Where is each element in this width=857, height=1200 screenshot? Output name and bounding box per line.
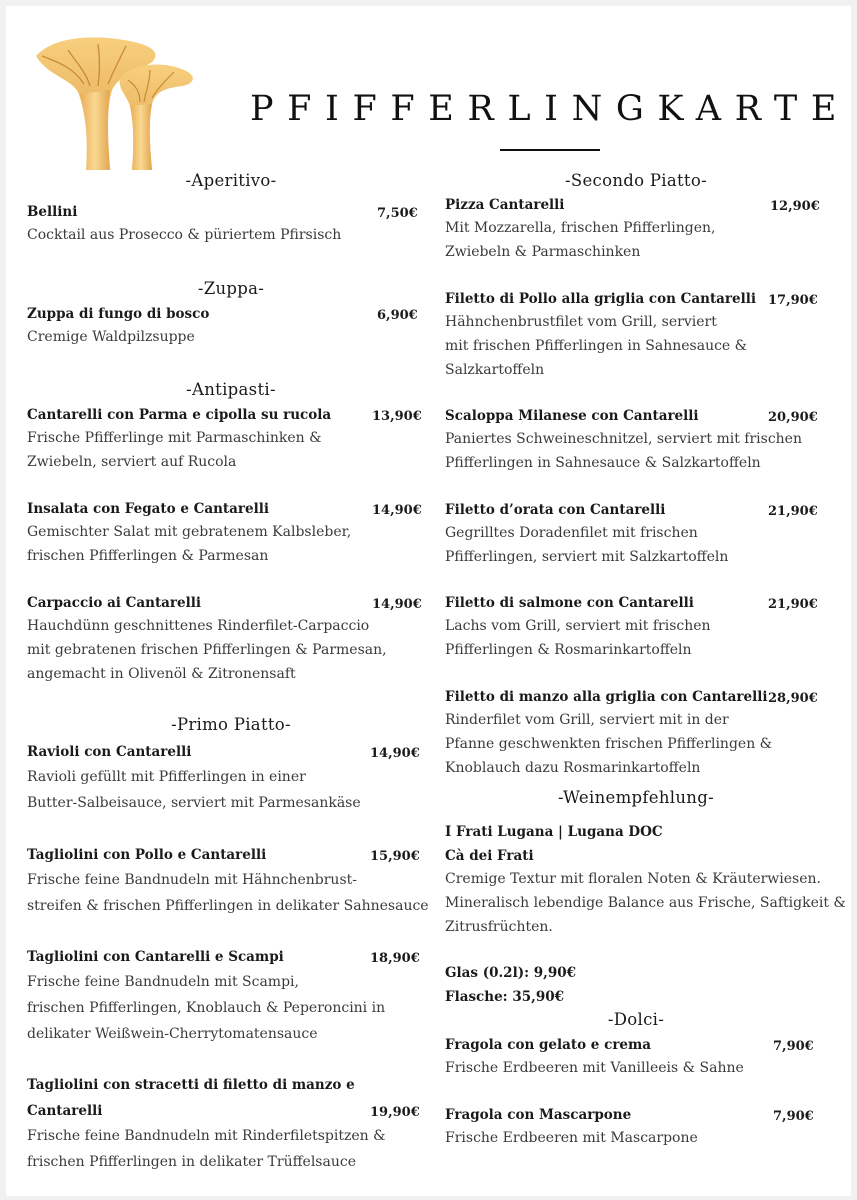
item-description: Pfifferlingen in Sahnesauce & Salzkartoffeln (445, 455, 761, 471)
item-description: Hähnchenbrustfilet vom Grill, serviert (445, 314, 717, 330)
item-description: Gegrilltes Doradenfilet mit frischen (445, 525, 698, 541)
item-description: Cremige Waldpilzsuppe (27, 329, 195, 345)
item-price: 19,90€ (370, 1105, 420, 1120)
wine-glass-price: Glas (0.2l): 9,90€ (445, 965, 577, 981)
item-description: Frische Erdbeeren mit Vanilleeis & Sahne (445, 1060, 744, 1076)
item-name: Tagliolini con Pollo e Cantarelli (27, 847, 267, 863)
chanterelle-mushroom-icon (28, 32, 198, 178)
item-price: 15,90€ (370, 849, 420, 864)
item-name: Filetto d’orata con Cantarelli (445, 502, 666, 518)
item-description: Zwiebeln, serviert auf Rucola (27, 454, 237, 470)
item-price: 17,90€ (768, 293, 818, 308)
wine-producer: Cà dei Frati (445, 848, 534, 864)
item-price: 20,90€ (768, 410, 818, 425)
item-description: Lachs vom Grill, serviert mit frischen (445, 618, 711, 634)
section-heading-zuppa: -Zuppa- (197, 279, 265, 298)
item-description: frischen Pfifferlingen in delikater Trüffelsauce (27, 1154, 356, 1170)
item-description: Frische Erdbeeren mit Mascarpone (445, 1130, 698, 1146)
item-name: Pizza Cantarelli (445, 197, 565, 213)
item-description: Mit Mozzarella, frischen Pfifferlingen, (445, 220, 716, 236)
item-name: Ravioli con Cantarelli (27, 744, 192, 760)
item-description: Frische feine Bandnudeln mit Hähnchenbrust- (27, 872, 357, 888)
item-description: Frische Pfifferlinge mit Parmaschinken & (27, 430, 322, 446)
section-heading-antipasti: -Antipasti- (186, 380, 276, 399)
item-description: Butter-Salbeisauce, serviert mit Parmesankäse (27, 795, 361, 811)
item-price: 7,90€ (773, 1039, 814, 1054)
item-price: 28,90€ (768, 691, 818, 706)
item-name: Carpaccio ai Cantarelli (27, 595, 202, 611)
item-name: Scaloppa Milanese con Cantarelli (445, 408, 699, 424)
item-name: Insalata con Fegato e Cantarelli (27, 501, 270, 517)
item-name: Tagliolini con Cantarelli e Scampi (27, 949, 284, 965)
wine-name: I Frati Lugana | Lugana DOC (445, 824, 663, 840)
item-description: Pfifferlingen & Rosmarinkartoffeln (445, 642, 692, 658)
item-name: Cantarelli con Parma e cipolla su rucola (27, 407, 332, 423)
item-description: Paniertes Schweineschnitzel, serviert mit frischen (445, 431, 802, 447)
wine-bottle-price: Flasche: 35,90€ (445, 989, 565, 1005)
item-price: 14,90€ (372, 597, 422, 612)
item-name: Fragola con Mascarpone (445, 1107, 632, 1123)
item-price: 18,90€ (370, 951, 420, 966)
item-description: Pfifferlingen, serviert mit Salzkartoffeln (445, 549, 729, 565)
item-price: 21,90€ (768, 597, 818, 612)
item-name: Tagliolini con stracetti di filetto di manzo e (27, 1077, 355, 1093)
item-description: frischen Pfifferlingen & Parmesan (27, 548, 269, 564)
item-description: frischen Pfifferlingen, Knoblauch & Peperoncini in (27, 1000, 386, 1016)
item-description: mit frischen Pfifferlingen in Sahnesauce & (445, 338, 748, 354)
item-description: Frische feine Bandnudeln mit Scampi, (27, 974, 299, 990)
item-price: 12,90€ (770, 199, 820, 214)
wine-description: Zitrusfrüchten. (445, 919, 553, 935)
item-price: 7,90€ (773, 1109, 814, 1124)
item-description: Knoblauch dazu Rosmarinkartoffeln (445, 760, 701, 776)
section-heading-dolci: -Dolci- (607, 1010, 665, 1029)
item-name-continued: Cantarelli (27, 1103, 103, 1119)
title-underline (500, 149, 600, 151)
menu-page (6, 6, 851, 1196)
item-description: mit gebratenen frischen Pfifferlingen & Parmesan, (27, 642, 387, 658)
item-price: 6,90€ (377, 308, 418, 323)
item-name: Filetto di Pollo alla griglia con Cantarelli (445, 291, 757, 307)
item-name: Filetto di manzo alla griglia con Cantarelli (445, 689, 768, 705)
item-description: streifen & frischen Pfifferlingen in delikater Sahnesauce (27, 898, 429, 914)
item-description: angemacht in Olivenöl & Zitronensaft (27, 666, 296, 682)
item-name: Filetto di salmone con Cantarelli (445, 595, 694, 611)
item-description: delikater Weißwein-Cherrytomatensauce (27, 1026, 318, 1042)
item-description: Hauchdünn geschnittenes Rinderfilet-Carpaccio (27, 618, 370, 634)
item-description: Frische feine Bandnudeln mit Rinderfiletspitzen & (27, 1128, 386, 1144)
section-heading-aperitivo: -Aperitivo- (185, 171, 277, 190)
page-title: PFIFFERLINGKARTE (250, 89, 851, 129)
wine-description: Cremige Textur mit floralen Noten & Kräuterwiesen. (445, 871, 821, 887)
item-name: Zuppa di fungo di bosco (27, 306, 210, 322)
wine-description: Mineralisch lebendige Balance aus Frische, Saftigkeit & (445, 895, 846, 911)
item-description: Gemischter Salat mit gebratenem Kalbsleber, (27, 524, 352, 540)
item-description: Rinderfilet vom Grill, serviert mit in der (445, 712, 729, 728)
item-price: 7,50€ (377, 206, 418, 221)
item-price: 14,90€ (372, 503, 422, 518)
item-price: 21,90€ (768, 504, 818, 519)
item-description: Ravioli gefüllt mit Pfifferlingen in einer (27, 769, 306, 785)
item-description: Zwiebeln & Parmaschinken (445, 244, 641, 260)
section-heading-primo-piatto: -Primo Piatto- (171, 715, 291, 734)
item-description: Cocktail aus Prosecco & püriertem Pfirsisch (27, 227, 342, 243)
section-heading-secondo-piatto: -Secondo Piatto- (565, 171, 707, 190)
section-heading-weinempfehlung: -Weinempfehlung- (558, 788, 714, 807)
item-price: 13,90€ (372, 409, 422, 424)
item-name: Fragola con gelato e crema (445, 1037, 652, 1053)
item-name: Bellini (27, 204, 78, 220)
item-price: 14,90€ (370, 746, 420, 761)
item-description: Pfanne geschwenkten frischen Pfifferlingen & (445, 736, 773, 752)
item-description: Salzkartoffeln (445, 362, 545, 378)
